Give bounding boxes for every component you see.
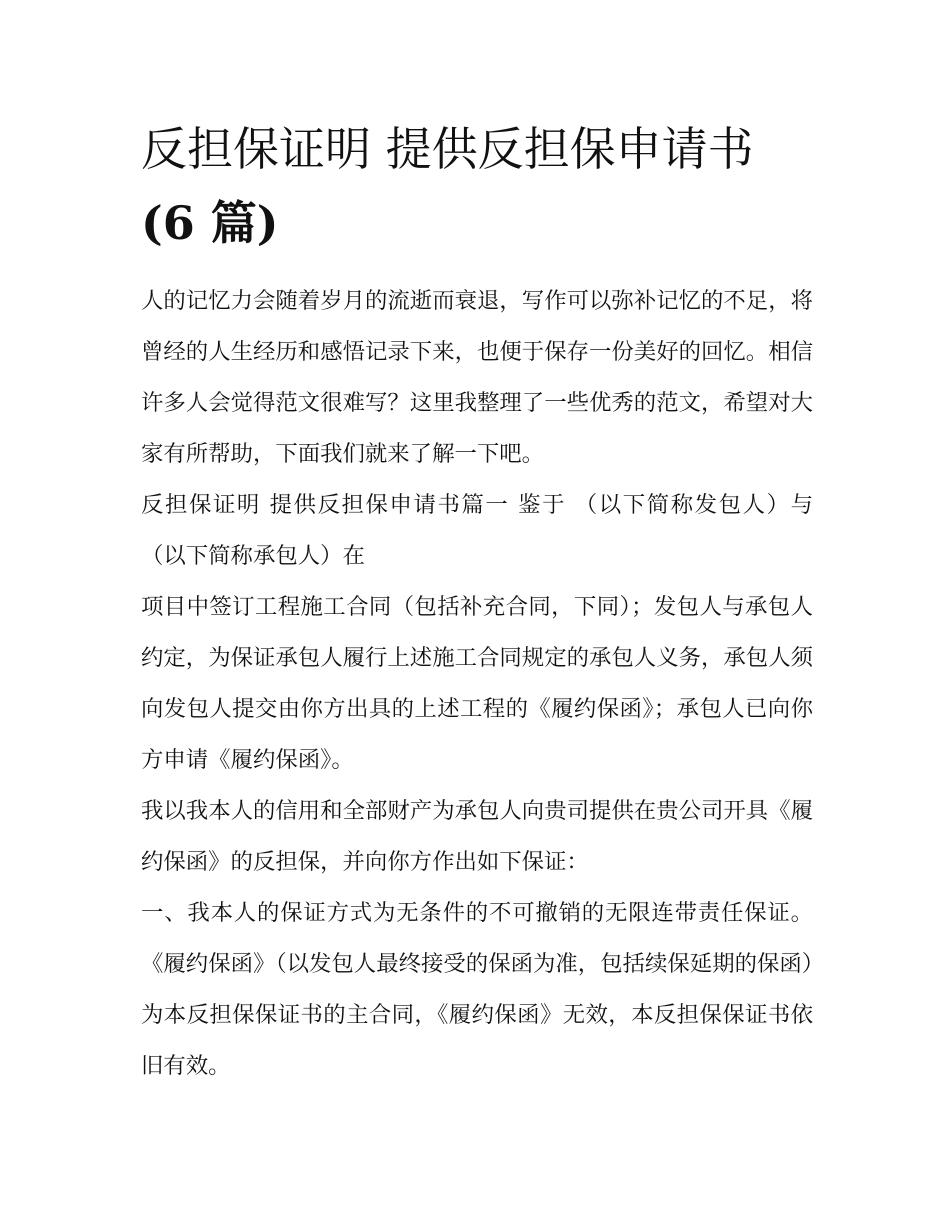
document-page bbox=[141, 112, 813, 1092]
paragraph-intro: 人的记忆力会随着岁月的流逝而衰退，写作可以弥补记忆的不足，将曾经的人生经历和感悟记录下来，也便于保存一份美好的回忆。相信许多人会觉得范文很难写？这里我整理了一些优秀的范文，希望对大家有所帮助，下面我们就来了解一下吧。 bbox=[141, 288, 813, 467]
title-line-1: 反担保证明 提供反担保申请书 bbox=[141, 122, 754, 176]
title-line-2: (6 篇) bbox=[141, 196, 279, 250]
paragraph-section-one-heading: 反担保证明 提供反担保申请书篇一 鉴于 （以下简称发包人）与 （以下简称承包人）在 bbox=[141, 492, 813, 569]
paragraph-guarantee-statement: 我以我本人的信用和全部财产为承包人向贵司提供在贵公司开具《履约保函》的反担保，并向你方作出如下保证： bbox=[141, 798, 813, 875]
paragraph-clause-one: 一、我本人的保证方式为无条件的不可撤销的无限连带责任保证。《履约保函》（以发包人最终接受的保函为准，包括续保延期的保函）为本反担保保证书的主合同，《履约保函》无效，本反担保保证书依旧有效。 bbox=[141, 900, 813, 1079]
document-body bbox=[141, 276, 813, 1092]
document-title bbox=[141, 112, 813, 260]
paragraph-contract: 项目中签订工程施工合同（包括补充合同，下同）；发包人与承包人约定，为保证承包人履行上述施工合同规定的承包人义务，承包人须向发包人提交由你方出具的上述工程的《履约保函》；承包人已向你方申请《履约保函》。 bbox=[141, 594, 813, 773]
